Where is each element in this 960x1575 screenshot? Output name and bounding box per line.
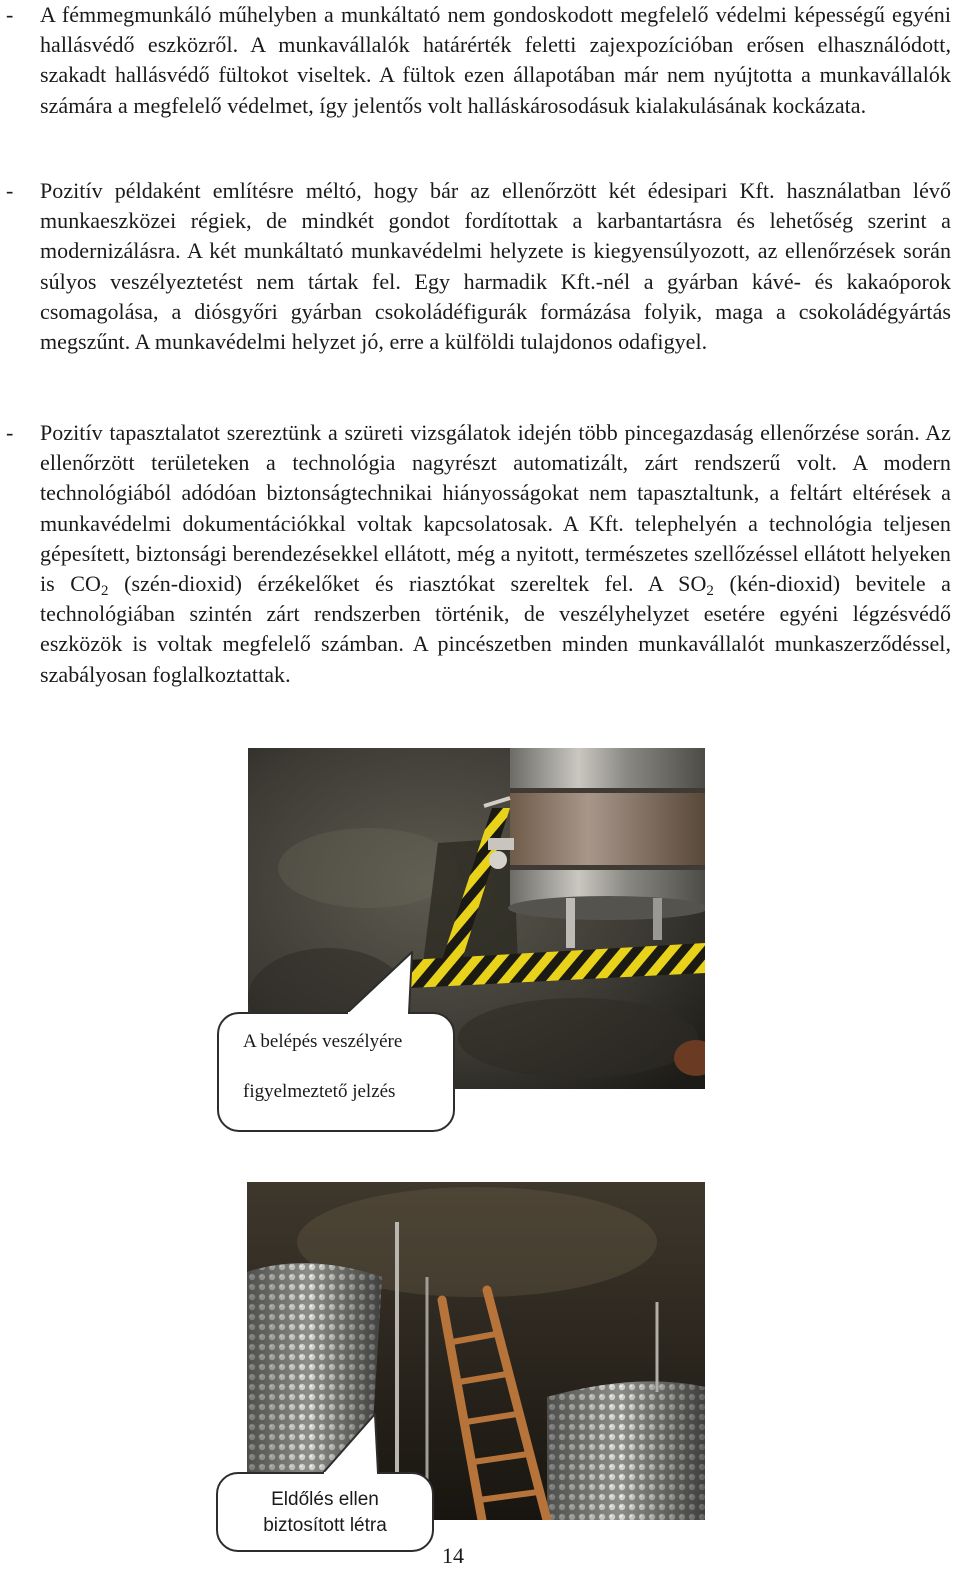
callout-text-line: A belépés veszélyére	[243, 1031, 403, 1052]
callout-text-line: biztosított létra	[263, 1515, 387, 1536]
bullet-dash: -	[6, 178, 14, 203]
paragraph-text-part: (szén-dioxid) érzékelőket és riasztókat szereltek fel. A SO	[108, 571, 707, 597]
paragraph-text: Pozitív példaként említésre méltó, hogy bár az ellenőrzött két édesipari Kft. használatban lévő munkaeszközei régiek, de mindkét gondot fordítottak a karbantartásra és lehetőség szerint a modernizálásra. A két munkáltató munkavédelmi helyzete is kiegyensúlyozott, az ellenőrzések során súlyos veszélyeztetést nem tártak fel. Egy harmadik Kft.-nél a gyárban kávé- és kakaóporok csomagolása, a diósgyőri gyárban csokoládéfigurák formázása folyik, maga a csokoládégyártás megszűnt. A munkavédelmi helyzet jó, erre a külföldi tulajdonos odafigyel.	[40, 178, 951, 355]
subscript: 2	[100, 583, 109, 600]
photo-callout	[216, 1472, 434, 1552]
photo-cellar-ladder	[247, 1182, 705, 1520]
callout-text-line: figyelmeztető jelzés	[243, 1081, 396, 1102]
page-number: 14	[442, 1543, 464, 1568]
bullet-dash: -	[6, 420, 14, 445]
subscript: 2	[706, 583, 714, 600]
photo-callout	[217, 1012, 455, 1132]
callout-tail	[218, 1474, 436, 1554]
paragraph-text: A fémmegmunkáló műhelyben a munkáltató nem gondoskodott megfelelő védelmi képességű egyéni hallásvédő eszközről. A munkavállalók határérték feletti zajexpozícióban erősen elhasználódott, szakadt hallásvédő fültokot viseltek. A fültok ezen állapotában már nem nyújtotta a munkavállalók számára a megfelelő védelmet, így jelentős volt halláskárosodásuk kialakulásának kockázata.	[40, 2, 951, 118]
callout-text-line: Eldőlés ellen	[271, 1489, 379, 1510]
paragraph-text	[40, 418, 951, 690]
paragraph-text-part: Pozitív tapasztalatot szereztünk a szüreti vizsgálatok idején több pincegazdaság ellenőrzése során. Az ellenőrzött területeken a technológia nagyrészt automatizált, zárt rendszerű volt. A modern technológiából adódóan biztonságtechnikai hiányosságokat nem tapasztaltunk, a feltárt eltérések a munkavédelmi dokumentációkkal voltak kapcsolatosak. A Kft. telephelyén a technológia teljesen gépesített, biztonsági berendezésekkel ellátott, még a nyitott, természetes szellőzéssel ellátott helyeken is CO	[40, 420, 951, 597]
bullet-dash: -	[6, 2, 14, 27]
paragraph-text-part: (kén-dioxid) bevitele a technológiában szintén zárt rendszerben történik, de veszélyhelyzet esetére egyéni légzésvédő eszközök is voltak megfelelő számban. A pincészetben minden munkavállalót munkaszerződéssel, szabályosan foglalkoztattak.	[40, 571, 951, 687]
photo-image	[247, 1182, 705, 1520]
